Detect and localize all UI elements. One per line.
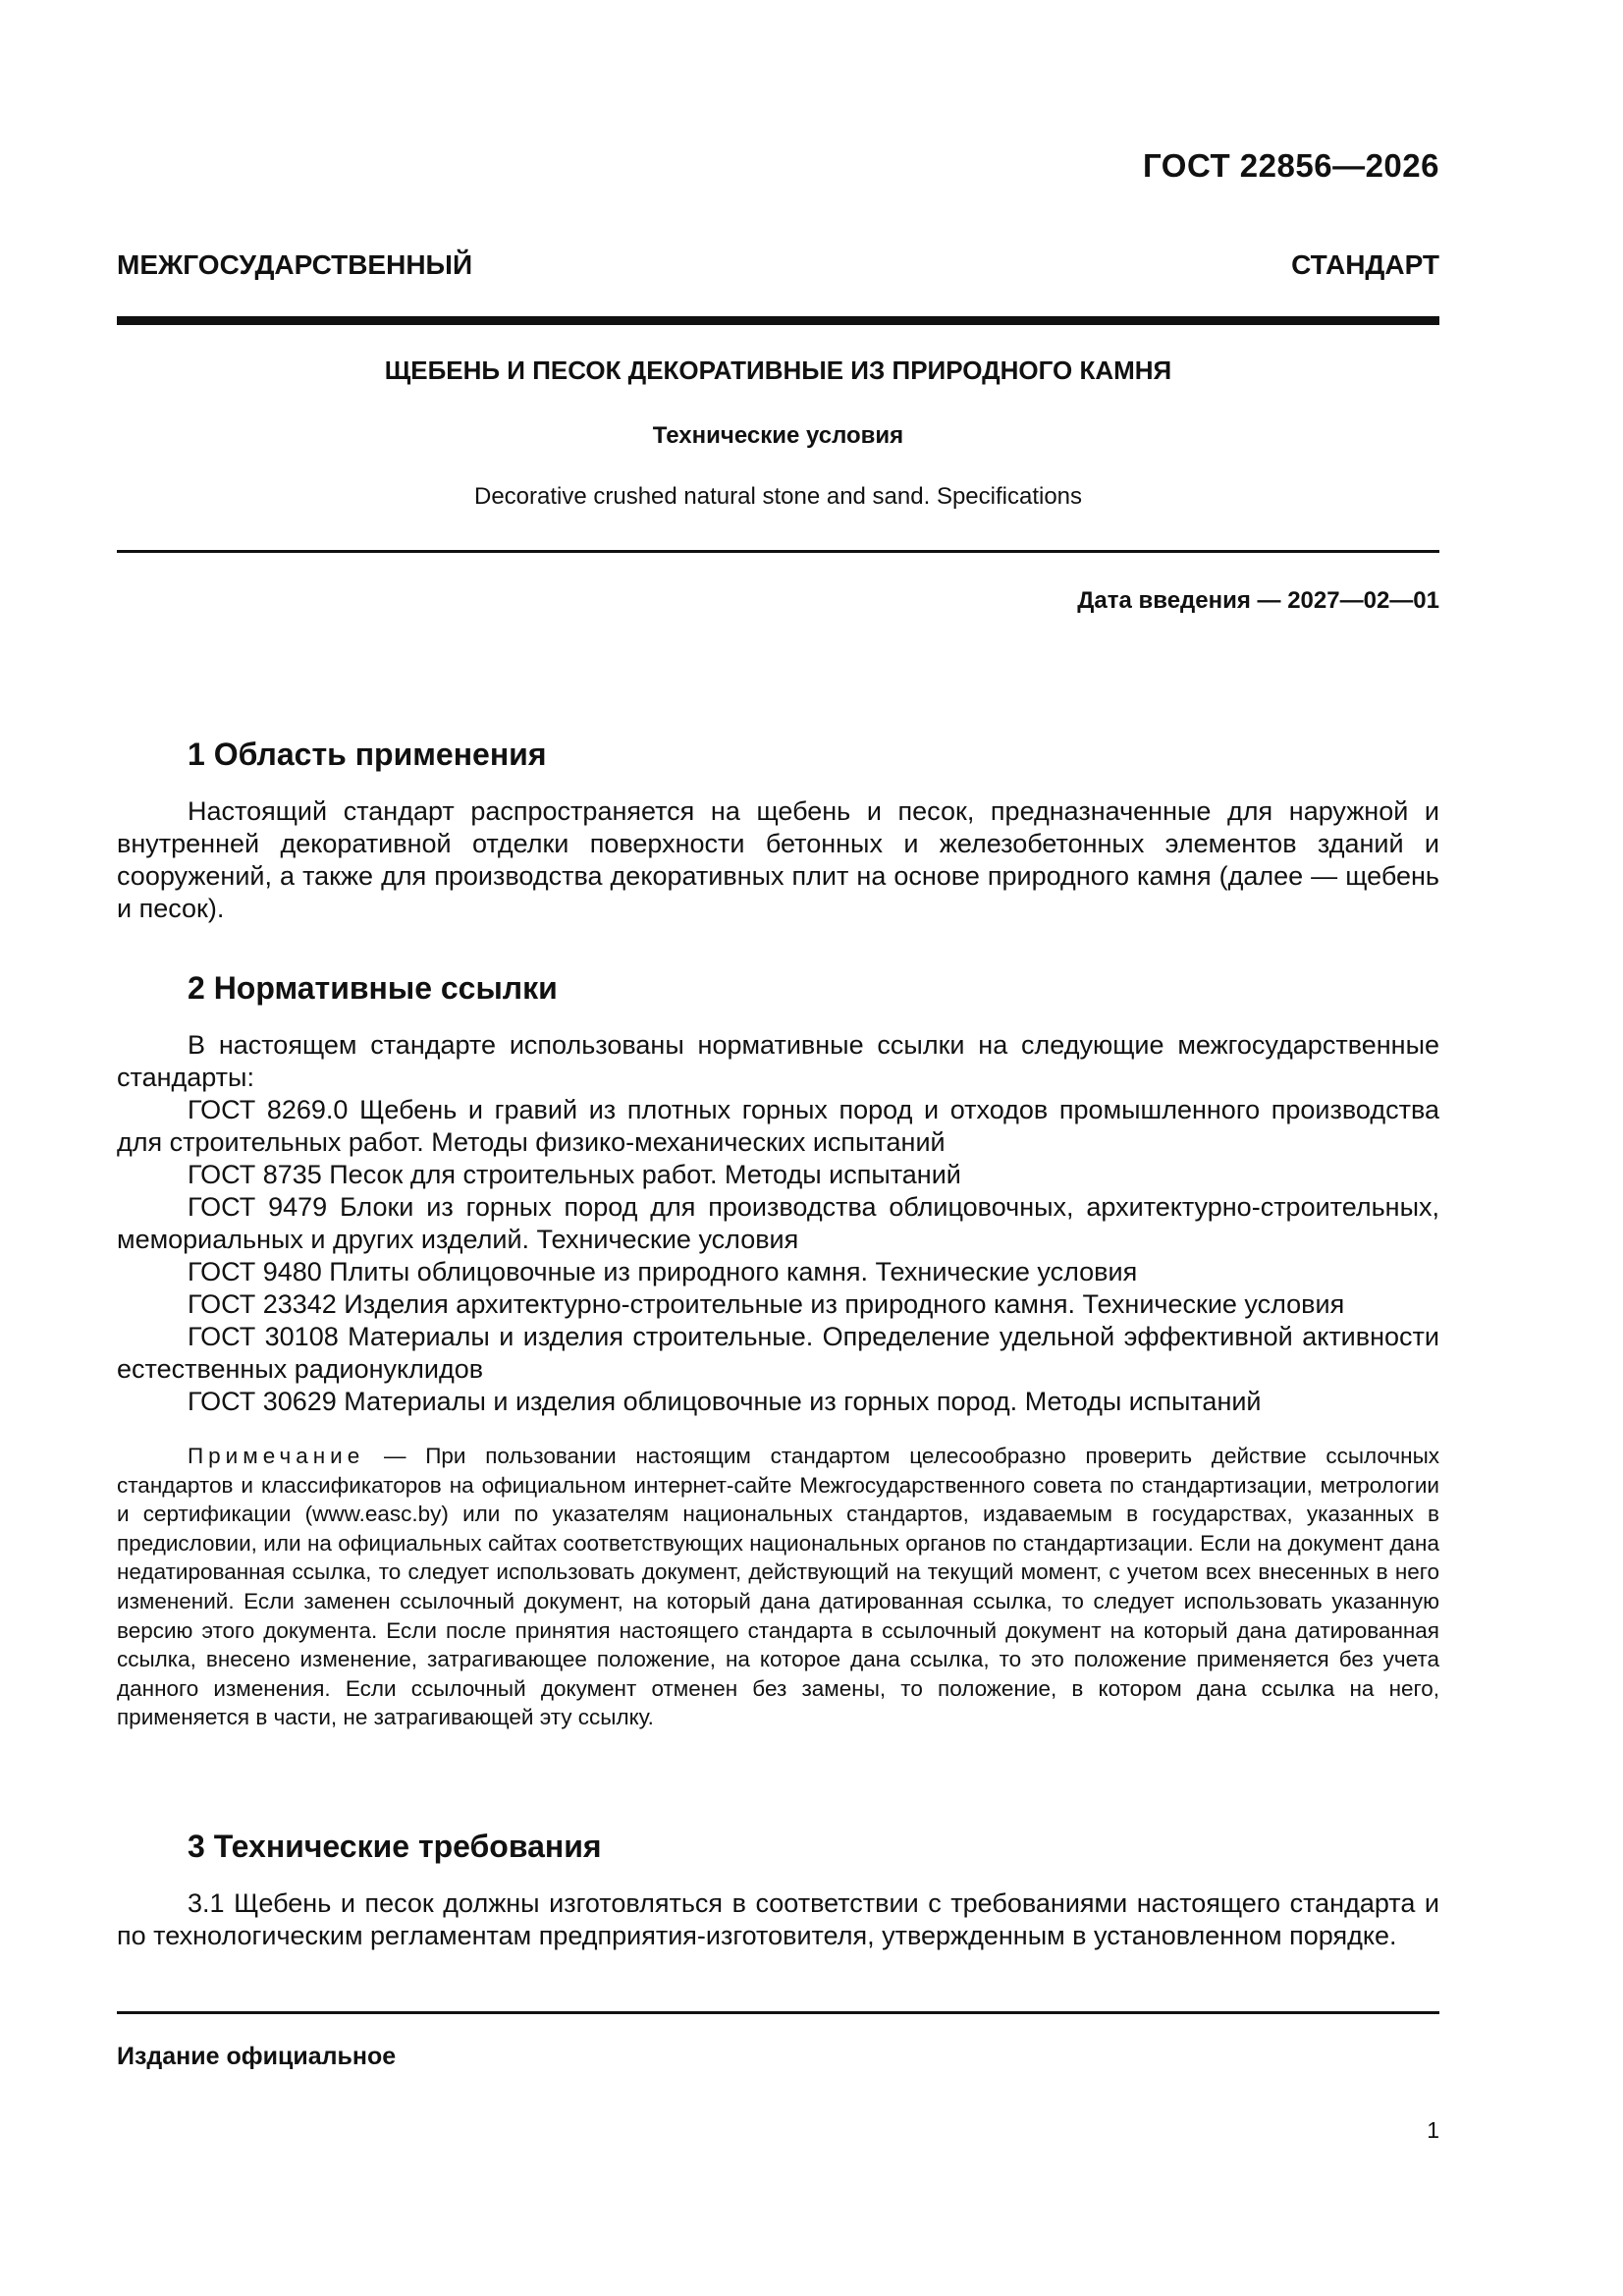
standard-banner: МЕЖГОСУДАРСТВЕННЫЙ СТАНДАРТ [117,249,1439,280]
reference-item: ГОСТ 8735 Песок для строительных работ. Методы испытаний [188,1160,961,1189]
reference-item: ГОСТ 9480 Плиты облицовочные из природного камня. Технические условия [188,1257,1138,1286]
doc-code: ГОСТ 22856—2026 [1143,147,1439,184]
clause-3-1: 3.1 Щебень и песок должны изготовляться в соответствии с требованиями настоящего стандарта и по технологическим регламентам предприятия-изготовителя, утвержденным в установленном порядке. [117,1888,1439,1950]
document-title-english: Decorative crushed natural stone and sand. Specifications [473,483,1083,510]
section-3-heading: 3 Технические требования [188,1829,602,1864]
reference-item: ГОСТ 30629 Материалы и изделия облицовочные из горных пород. Методы испытаний [188,1387,1262,1416]
reference-item: ГОСТ 30108 Материалы и изделия строительные. Определение удельной эффективной активности естественных радионуклидов [117,1322,1439,1384]
title-divider [117,550,1439,553]
footer-divider [117,2011,1439,2014]
section-2-note [117,1442,1439,1732]
edition-label: Издание официальное [117,2043,397,2070]
page-number: 1 [1427,2117,1439,2143]
section-1-paragraph: Настоящий стандарт распространяется на щебень и песок, предназначенные для наружной и внутренней декоративной отделки поверхности бетонных и железобетонных элементов зданий и сооружений, а также для производства декоративных плит на основе природного камня (далее — щебень и песок). [117,796,1439,923]
section-3-body [117,1887,1439,1952]
section-2-heading: 2 Нормативные ссылки [188,970,558,1006]
note-text: — При пользовании настоящим стандартом целесообразно проверить действие ссылочных стандартов и классификаторов на официальном интернет-сайте Межгосударственного совета по стандартизации, метрологии и сертификации (www.easc.by) или по указателям национальных стандартов, издаваемым в государствах, указанных в предисловии, или на официальных сайтах соответствующих национальных органов по стандартизации. Если на документ дана недатированная ссылка, то следует использовать документ, действующий на текущий момент, с учетом всех внесенных в него изменений. Если заменен ссылочный документ, на который дана датированная ссылка, то следует использовать указанную версию этого документа. Если после принятия настоящего стандарта в ссылочный документ на который дана датированная ссылка, внесено изменение, затрагивающее положение, на которое дана ссылка, то это положение применяется без учета данного изменения. Если ссылочный документ отменен без замены, то положение, в котором дана ссылка на него, применяется в части, не затрагивающей эту ссылку. [117,1444,1439,1730]
document-subtitle: Технические условия [652,422,904,449]
document-title: ЩЕБЕНЬ И ПЕСОК ДЕКОРАТИВНЫЕ ИЗ ПРИРОДНОГО КАМНЯ [384,355,1172,385]
reference-item: ГОСТ 23342 Изделия архитектурно-строительные из природного камня. Технические условия [188,1289,1345,1319]
thick-divider [117,316,1439,325]
section-1-body [117,795,1439,925]
section-1-heading: 1 Область применения [188,737,547,772]
reference-item: ГОСТ 9479 Блоки из горных пород для производства облицовочных, архитектурно-строительных, мемориальных и других изделий. Технические условия [117,1192,1439,1254]
introduction-date: Дата введения — 2027—02—01 [1077,587,1439,614]
section-2-intro: В настоящем стандарте использованы нормативные ссылки на следующие межгосударственные стандарты: [117,1030,1439,1092]
reference-item: ГОСТ 8269.0 Щебень и гравий из плотных горных пород и отходов промышленного производства для строительных работ. Методы физико-механических испытаний [117,1095,1439,1157]
section-2-body [117,1029,1439,1418]
note-label: Примечание [188,1444,365,1468]
